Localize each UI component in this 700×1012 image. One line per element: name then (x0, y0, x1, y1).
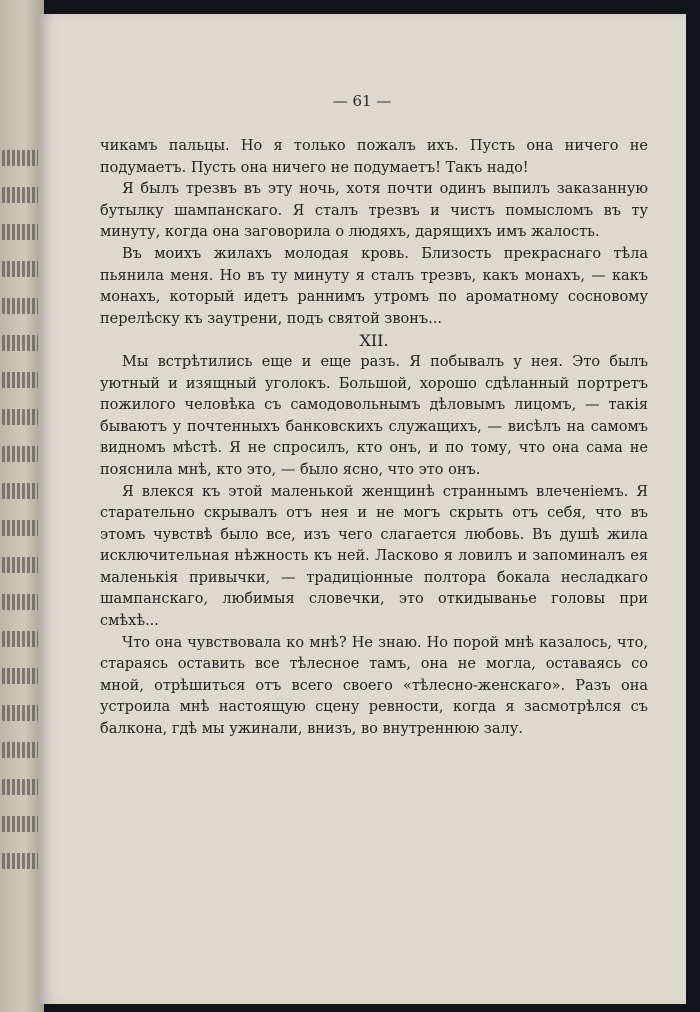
paragraph: Я влекся къ этой маленькой женщинѣ страннымъ влеченіемъ. Я старательно скрывалъ отъ нея и не могъ скрыть отъ себя, что въ этомъ чувствѣ было все, изъ чего слагается любовь. Въ душѣ жила исключительная нѣжность къ ней. Ласково я ловилъ и запоминалъ ея маленькія привычки, — традиціонные полтора бокала несладкаго шампанскаго, любимыя словечки, это откидыванье головы при смѣхѣ... (100, 483, 648, 630)
left-page-fragment (2, 779, 42, 795)
left-page-fragment (2, 816, 42, 832)
left-page-fragment (2, 668, 42, 684)
left-page-fragment (2, 372, 42, 388)
left-page-text-fragments (2, 150, 42, 890)
left-page-fragment (2, 594, 42, 610)
left-page-fragment (2, 483, 42, 499)
left-page-fragment (2, 446, 42, 462)
paragraph: Что она чувствовала ко мнѣ? Не знаю. Но порой мнѣ казалось, что, стараясь оставить все тѣлесное тамъ, она не могла, оставаясь со мной, отрѣшиться отъ всего своего «тѣлесно-женскаго». Разъ она устроила мнѣ настоящую сцену ревности, когда я засмотрѣлся съ балкона, гдѣ мы ужинали, внизъ, во внутреннюю залу. (100, 634, 648, 738)
left-page-fragment (2, 261, 42, 277)
left-page-fragment (2, 335, 42, 351)
left-page-fragment (2, 298, 42, 314)
paragraph: Я былъ трезвъ въ эту ночь, хотя почти одинъ выпилъ заказанную бутылку шампанскаго. Я сталъ трезвъ и чистъ помысломъ въ ту минуту, когда она заговорила о людяхъ, дарящихъ имъ жалость. (100, 181, 648, 241)
left-page-fragment (2, 705, 42, 721)
page-text (100, 136, 648, 741)
paragraph: чикамъ пальцы. Но я только пожалъ ихъ. Пусть она ничего не подумаетъ. Пусть она ничего не подумаетъ! Такъ надо! (100, 138, 648, 176)
left-page-fragment (2, 853, 42, 869)
chapter-heading: XII. (359, 331, 389, 351)
left-page-fragment (2, 187, 42, 203)
paragraph: Въ моихъ жилахъ молодая кровь. Близость прекраснаго тѣла пьянила меня. Но въ ту минуту я сталъ трезвъ, какъ монахъ, — какъ монахъ, который идетъ раннимъ утромъ по ароматному сосновому перелѣску къ заутрени, подъ святой звонъ... (100, 245, 648, 327)
paragraph: Мы встрѣтились еще и еще разъ. Я побывалъ у нея. Это былъ уютный и изящный уголокъ. Большой, хорошо сдѣланный портретъ пожилого человѣка съ самодовольнымъ дѣловымъ лицомъ, — такія бываютъ у почтенныхъ банковскихъ служащихъ, — висѣлъ на самомъ видномъ мѣстѣ. Я не спросилъ, кто онъ, и по тому, что она сама не пояснила мнѣ, кто это, — было ясно, что это онъ. (100, 353, 648, 478)
left-page-fragment (2, 409, 42, 425)
left-page-fragment (2, 150, 42, 166)
page-number: — 61 — (332, 92, 392, 110)
book-page (38, 14, 686, 1004)
left-page-fragment (2, 224, 42, 240)
left-page-fragment (2, 631, 42, 647)
left-page-fragment (2, 557, 42, 573)
left-page-fragment (2, 520, 42, 536)
left-page-fragment (2, 742, 42, 758)
